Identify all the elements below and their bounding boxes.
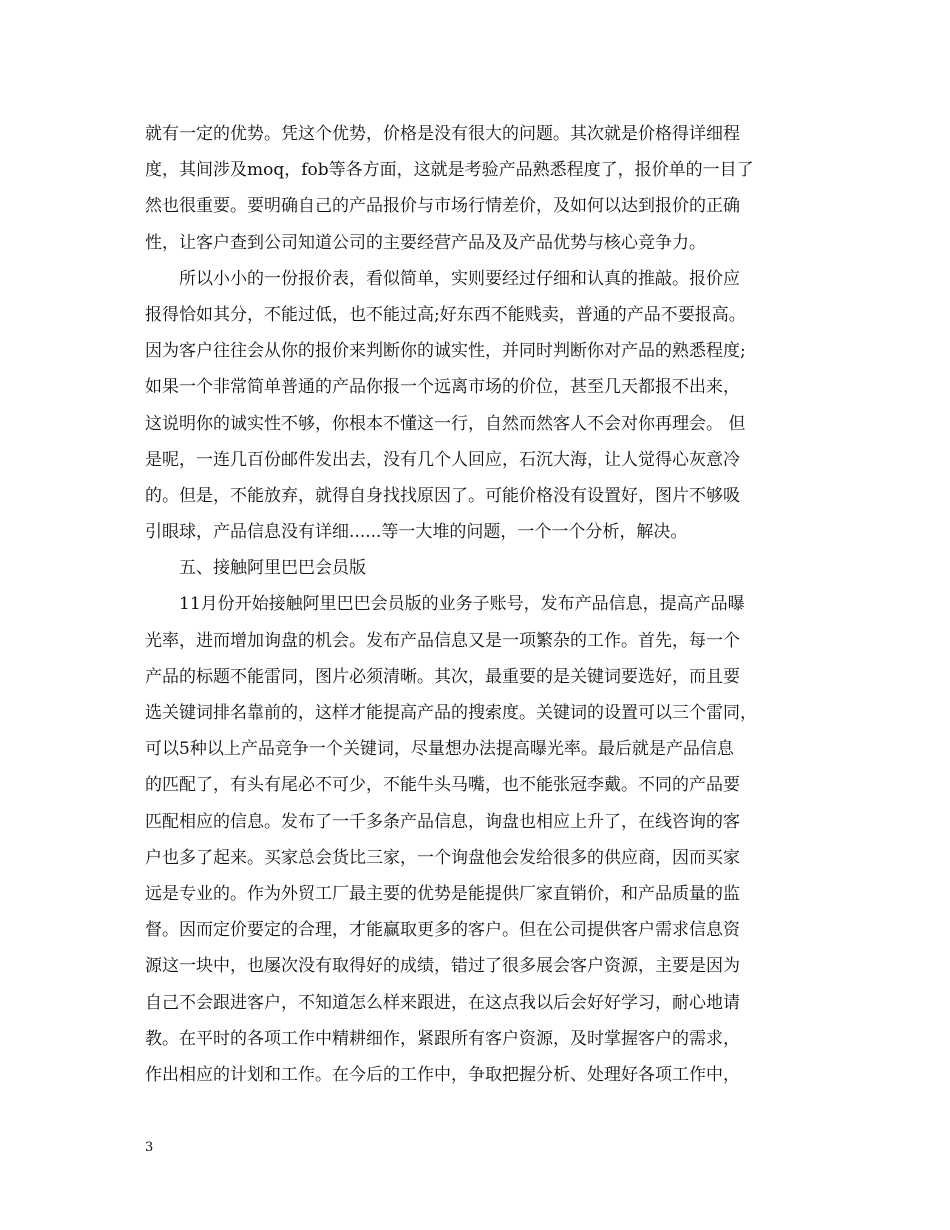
text-line: 这说明你的诚实性不够，你根本不懂这一行，自然而然客人不会对你再理会。 但 <box>145 413 746 434</box>
text-line: 如果一个非常简单普通的产品你报一个远离市场的价位，甚至几天都报不出来， <box>145 377 740 398</box>
text-line: 光率，进而增加询盘的机会。发布产品信息又是一项繁杂的工作。首先，每一个 <box>145 630 740 651</box>
page-number: 3 <box>145 1140 154 1155</box>
text-line: 督。因而定价要定的合理，才能赢取更多的客户。但在公司提供客户需求信息资 <box>145 920 740 941</box>
text-line: 然也很重要。要明确自己的产品报价与市场行情差价，及如何以达到报价的正确 <box>145 196 740 217</box>
text-line: 选关键词排名靠前的，这样才能提高产品的搜索度。关键词的设置可以三个雷同， <box>145 703 757 723</box>
text-line: 11月份开始接触阿里巴巴会员版的业务子账号，发布产品信息，提高产品曝 <box>179 594 745 615</box>
body-text <box>145 116 807 1093</box>
text-line: 的匹配了，有头有尾必不可少，不能牛头马嘴，也不能张冠李戴。不同的产品要 <box>145 775 740 796</box>
text-line: 因为客户往往会从你的报价来判断你的诚实性，并同时判断你对产品的熟悉程度; <box>145 341 746 362</box>
text-line: 引眼球，产品信息没有详细......等一大堆的问题，一个一个分析，解决。 <box>145 522 688 543</box>
text-line: 性，让客户查到公司知道公司的主要经营产品及及产品优势与核心竞争力。 <box>145 232 706 253</box>
text-line: 作出相应的计划和工作。在今后的工作中，争取把握分析、处理好各项工作中， <box>145 1064 740 1085</box>
text-line: 所以小小的一份报价表，看似简单，实则要经过仔细和认真的推敲。报价应 <box>179 268 740 289</box>
text-line: 产品的标题不能雷同，图片必须清晰。其次，最重要的是关键词要选好，而且要 <box>145 666 740 687</box>
text-line: 可以5种以上产品竞争一个关键词，尽量想办法提高曝光率。最后就是产品信息 <box>145 739 734 760</box>
text-line: 度，其间涉及moq，fob等各方面，这就是考验产品熟悉程度了，报价单的一目了 <box>145 160 754 181</box>
text-line: 教。在平时的各项工作中精耕细作，紧跟所有客户资源，及时掌握客户的需求， <box>145 1028 740 1049</box>
text-line: 远是专业的。作为外贸工厂最主要的优势是能提供厂家直销价，和产品质量的监 <box>145 883 740 904</box>
text-line: 报得恰如其分，不能过低，也不能过高;好东西不能贱卖，普通的产品不要报高。 <box>145 304 746 325</box>
text-line: 源这一块中，也屡次没有取得好的成绩，错过了很多展会客户资源，主要是因为 <box>145 956 740 977</box>
text-line: 就有一定的优势。凭这个优势，价格是没有很大的问题。其次就是价格得详细程 <box>145 124 740 144</box>
text-line: 户也多了起来。买家总会货比三家，一个询盘他会发给很多的供应商，因而买家 <box>145 847 740 868</box>
text-line: 的。但是，不能放弃，就得自身找找原因了。可能价格没有设置好，图片不够吸 <box>145 485 740 506</box>
text-line: 自己不会跟进客户，不知道怎么样来跟进，在这点我以后会好好学习，耐心地请 <box>145 992 740 1013</box>
text-line: 是呢，一连几百份邮件发出去，没有几个人回应，石沉大海，让人觉得心灰意冷 <box>145 449 740 470</box>
text-line: 匹配相应的信息。发布了一千多条产品信息，询盘也相应上升了，在线咨询的客 <box>145 811 740 832</box>
text-line: 五、接触阿里巴巴会员版 <box>179 558 366 579</box>
